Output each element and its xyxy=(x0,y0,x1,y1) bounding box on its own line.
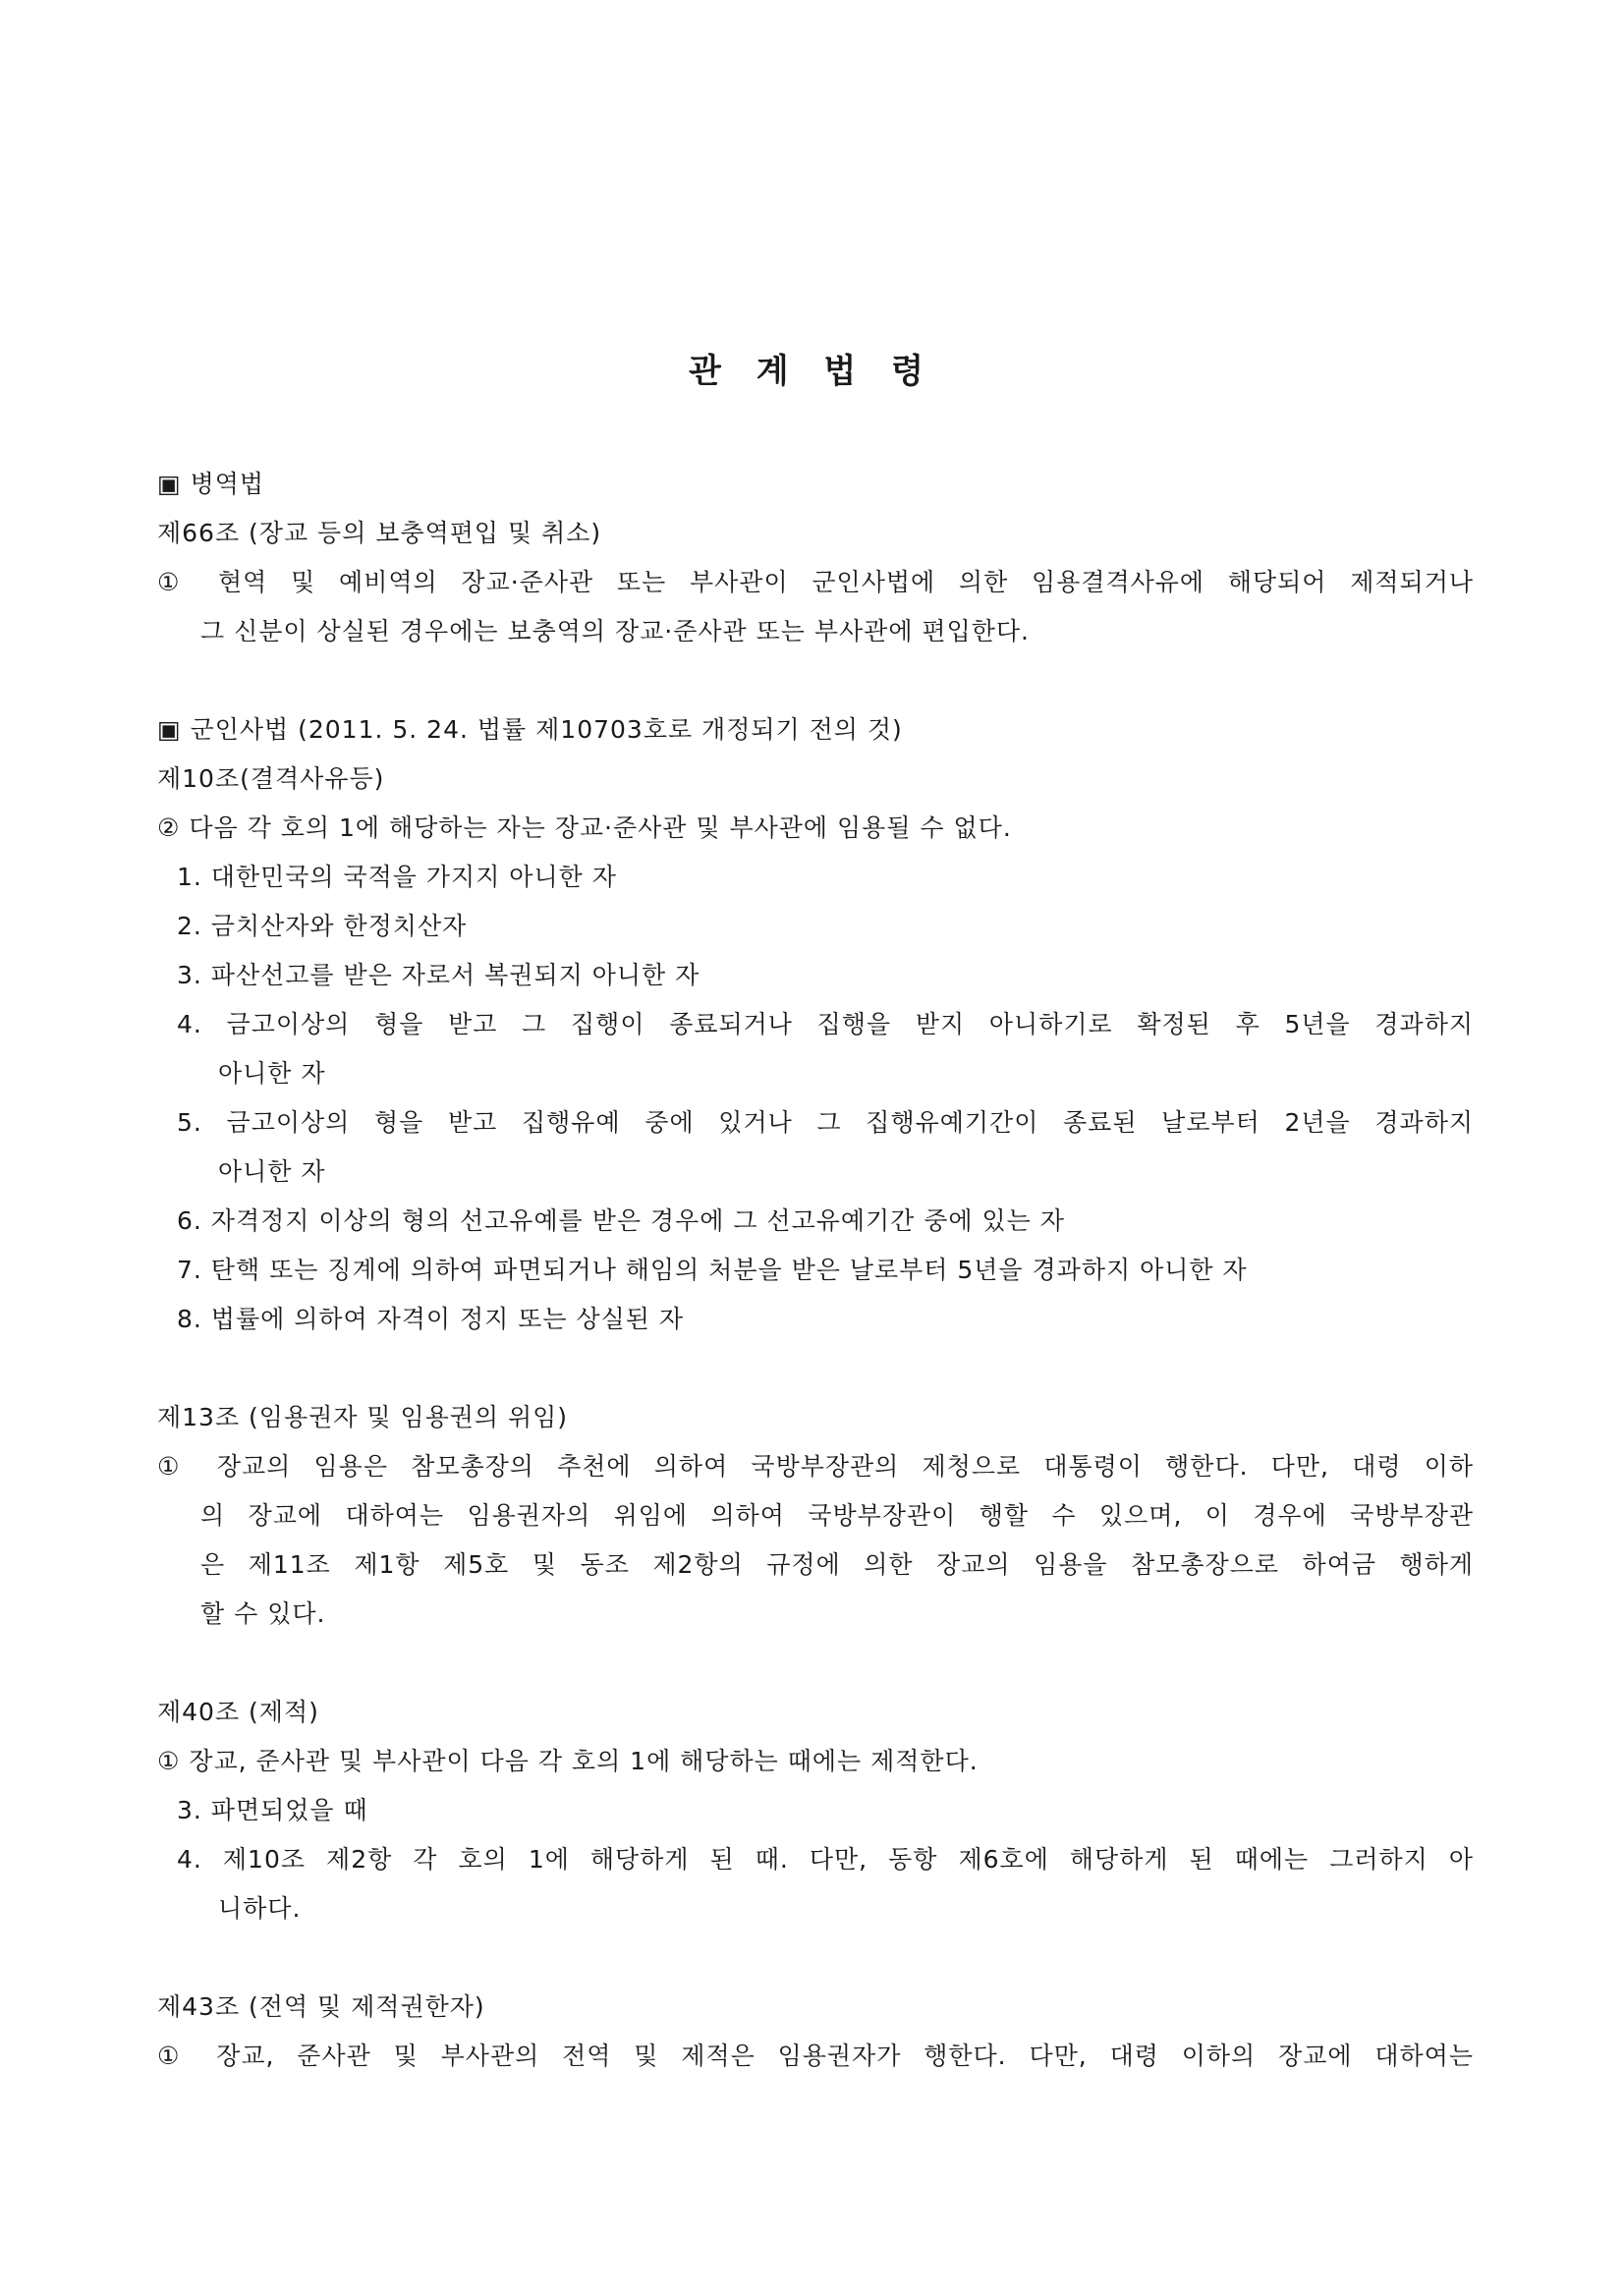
article-40-item-4-line-2: 니하다. xyxy=(218,1894,302,1923)
article-10-item-4-line-1: 4. 금고이상의 형을 받고 그 집행이 종료되거나 집행을 받지 아니하기로 확정된 후 5년을 경과하지 xyxy=(177,1010,1474,1038)
article-40-clause-1: ① 장교, 준사관 및 부사관이 다음 각 호의 1에 해당하는 때에는 제적한다. xyxy=(157,1747,979,1775)
page-title: 관 계 법 령 xyxy=(689,352,935,391)
article-10-item-3: 3. 파산선고를 받은 자로서 복권되지 아니한 자 xyxy=(177,961,700,989)
article-43-heading: 제43조 (전역 및 제적권한자) xyxy=(157,1992,485,2021)
article-13-heading: 제13조 (임용권자 및 임용권의 위임) xyxy=(157,1403,569,1431)
article-10-item-1: 1. 대한민국의 국적을 가지지 아니한 자 xyxy=(177,863,617,891)
article-10-item-2: 2. 금치산자와 한정치산자 xyxy=(177,912,468,940)
article-10-item-7: 7. 탄핵 또는 징계에 의하여 파면되거나 해임의 처분을 받은 날로부터 5년을 경과하지 아니한 자 xyxy=(177,1256,1248,1284)
article-13-clause-1-line-3: 은 제11조 제1항 제5호 및 동조 제2항의 규정에 의한 장교의 임용을 참모총장으로 하여금 행하게 xyxy=(200,1550,1474,1579)
article-40-item-3: 3. 파면되었을 때 xyxy=(177,1796,368,1824)
article-10-item-8: 8. 법률에 의하여 자격이 정지 또는 상실된 자 xyxy=(177,1305,685,1333)
article-13-clause-1-line-1: ① 장교의 임용은 참모총장의 추천에 의하여 국방부장관의 제청으로 대통령이 행한다. 다만, 대령 이하 xyxy=(157,1452,1474,1481)
article-66-clause-1-line-2: 그 신분이 상실된 경우에는 보충역의 장교·준사관 또는 부사관에 편입한다. xyxy=(200,617,1030,645)
article-10-item-5-line-2: 아니한 자 xyxy=(218,1157,326,1186)
article-43-clause-1-line-1: ① 장교, 준사관 및 부사관의 전역 및 제적은 임용권자가 행한다. 다만, 대령 이하의 장교에 대하여는 xyxy=(157,2042,1474,2070)
article-10-item-5-line-1: 5. 금고이상의 형을 받고 집행유예 중에 있거나 그 집행유예기간이 종료된 날로부터 2년을 경과하지 xyxy=(177,1108,1474,1137)
article-10-heading: 제10조(결격사유등) xyxy=(157,764,385,793)
article-66-heading: 제66조 (장교 등의 보충역편입 및 취소) xyxy=(157,519,602,547)
article-66-clause-1-line-1: ① 현역 및 예비역의 장교·준사관 또는 부사관이 군인사법에 의한 임용결격사유에 해당되어 제적되거나 xyxy=(157,568,1474,596)
spacer xyxy=(157,1344,1474,1393)
spacer xyxy=(157,656,1474,705)
article-10-clause-2: ② 다음 각 호의 1에 해당하는 자는 장교·준사관 및 부사관에 임용될 수 없다. xyxy=(157,813,1012,842)
document-body xyxy=(157,460,1474,2081)
section-heading-military-service-act: ▣ 병역법 xyxy=(157,470,265,498)
spacer xyxy=(157,1933,1474,1983)
article-13-clause-1-line-4: 할 수 있다. xyxy=(200,1599,326,1628)
article-10-item-4-line-2: 아니한 자 xyxy=(218,1059,326,1088)
article-40-item-4-line-1: 4. 제10조 제2항 각 호의 1에 해당하게 된 때. 다만, 동항 제6호에 해당하게 된 때에는 그러하지 아 xyxy=(177,1845,1474,1874)
article-10-item-6: 6. 자격정지 이상의 형의 선고유예를 받은 경우에 그 선고유예기간 중에 있는 자 xyxy=(177,1206,1065,1235)
article-13-clause-1-line-2: 의 장교에 대하여는 임용권자의 위임에 의하여 국방부장관이 행할 수 있으며, 이 경우에 국방부장관 xyxy=(200,1501,1474,1530)
spacer xyxy=(157,1639,1474,1688)
article-40-heading: 제40조 (제적) xyxy=(157,1698,319,1726)
section-heading-military-personnel-act: ▣ 군인사법 (2011. 5. 24. 법률 제10703호로 개정되기 전의 것) xyxy=(157,715,903,744)
